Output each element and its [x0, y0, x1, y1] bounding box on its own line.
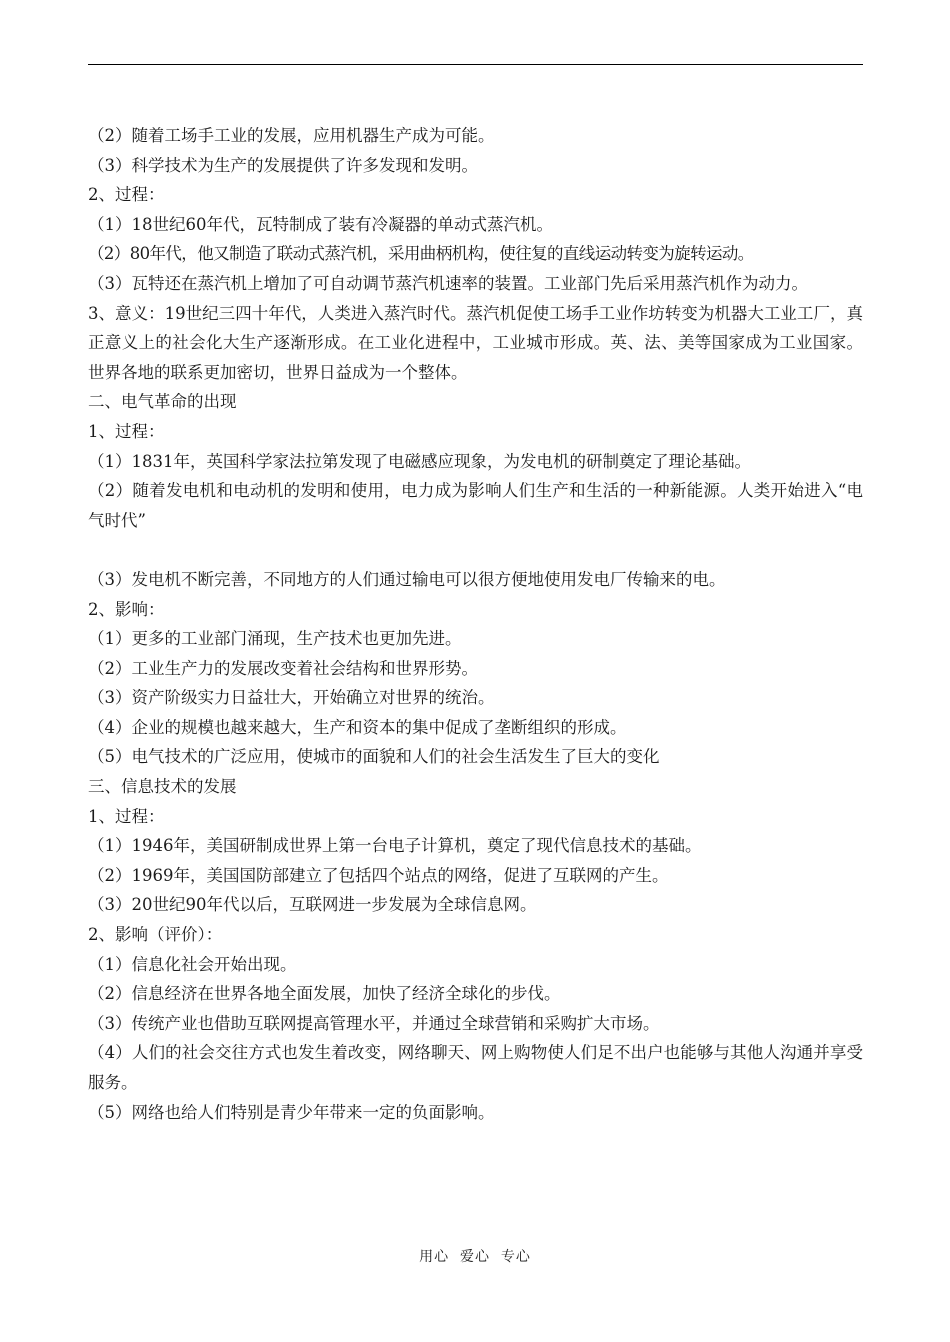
- text-line: （3）资产阶级实力日益壮大，开始确立对世界的统治。: [88, 688, 495, 708]
- text-line: （4）企业的规模也越来越大，生产和资本的集中促成了垄断组织的形成。: [88, 717, 627, 737]
- section-heading: 1、过程：: [88, 421, 165, 441]
- text-line: （3）发电机不断完善，不同地方的人们通过输电可以很方便地使用发电厂传输来的电。: [88, 569, 726, 589]
- chapter-heading: 三、信息技术的发展: [88, 777, 237, 797]
- text-paragraph: （4）人们的社会交往方式也发生着改变，网络聊天、网上购物使人们足不出户也能够与其他人沟通并享受服务。: [88, 1043, 863, 1092]
- text-line: （1）1946年，美国研制成世界上第一台电子计算机，奠定了现代信息技术的基础。: [88, 836, 702, 856]
- page-footer: 用心 爱心 专心: [419, 1249, 531, 1265]
- text-line: （1）信息化社会开始出现。: [88, 954, 297, 974]
- section-heading: 2、过程：: [88, 185, 165, 205]
- text-line: （1）1831年，英国科学家法拉第发现了电磁感应现象，为发电机的研制奠定了理论基础。: [88, 451, 751, 471]
- text-paragraph: （3）瓦特还在蒸汽机上增加了可自动调节蒸汽机速率的装置。工业部门先后采用蒸汽机作为动力。: [88, 273, 808, 293]
- document-body: [88, 121, 863, 1127]
- text-line: （1）18世纪60年代，瓦特制成了装有冷凝器的单动式蒸汽机。: [88, 214, 553, 234]
- section-heading: 2、影响：: [88, 599, 165, 619]
- text-line: （2）信息经济在世界各地全面发展，加快了经济全球化的步伐。: [88, 984, 561, 1004]
- text-line: （2）1969年，美国国防部建立了包括四个站点的网络，促进了互联网的产生。: [88, 865, 669, 885]
- header-rule: [88, 64, 863, 65]
- text-line: （3）科学技术为生产的发展提供了许多发现和发明。: [88, 155, 478, 175]
- text-line: （2）随着工场手工业的发展，应用机器生产成为可能。: [88, 126, 495, 145]
- text-paragraph: （2）随着发电机和电动机的发明和使用，电力成为影响人们生产和生活的一种新能源。人类开始进入“电气时代”: [88, 481, 863, 530]
- text-paragraph: 3、意义：19世纪三四十年代，人类进入蒸汽时代。蒸汽机促使工场手工业作坊转变为机器大工业工厂，真正意义上的社会化大生产逐渐形成。在工业化进程中，工业城市形成。英、法、美等国家成为工业国家。世界各地的联系更加密切，世界日益成为一个整体。: [88, 303, 863, 382]
- text-line: （2）80年代，他又制造了联动式蒸汽机，采用曲柄机构，使往复的直线运动转变为旋转运动。: [88, 244, 754, 264]
- section-heading: 1、过程：: [88, 806, 165, 826]
- text-line: （3）20世纪90年代以后，互联网进一步发展为全球信息网。: [88, 895, 537, 915]
- text-line: （3）传统产业也借助互联网提高管理水平，并通过全球营销和采购扩大市场。: [88, 1013, 660, 1033]
- blank-line: [88, 535, 863, 565]
- text-line: （5）网络也给人们特别是青少年带来一定的负面影响。: [88, 1102, 495, 1122]
- chapter-heading: 二、电气革命的出现: [88, 392, 237, 412]
- section-heading: 2、影响（评价）：: [88, 925, 223, 945]
- text-line: （5）电气技术的广泛应用，使城市的面貌和人们的社会生活发生了巨大的变化: [88, 747, 660, 767]
- text-line: （2）工业生产力的发展改变着社会结构和世界形势。: [88, 658, 478, 678]
- text-line: （1）更多的工业部门涌现，生产技术也更加先进。: [88, 629, 462, 649]
